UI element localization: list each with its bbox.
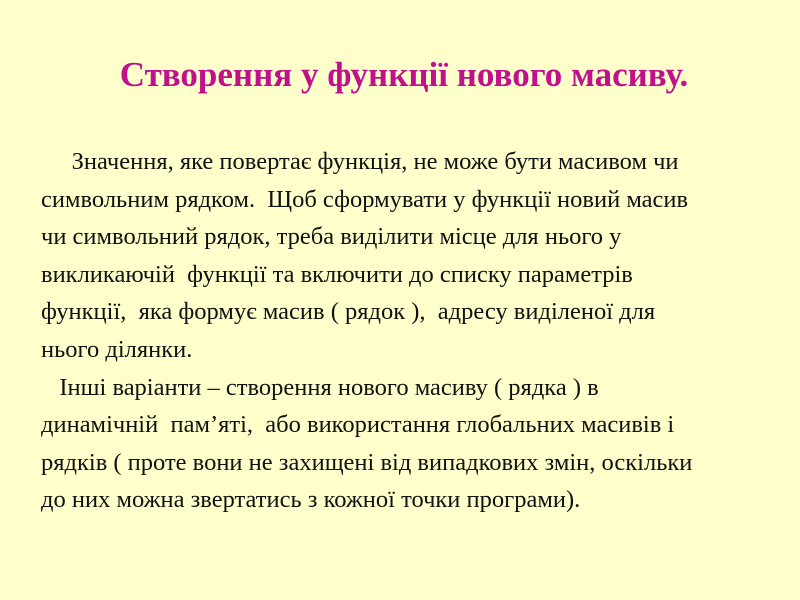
text-line: нього ділянки. bbox=[41, 335, 193, 363]
text-line: до них можна звертатись з кожної точки програми). bbox=[41, 486, 581, 514]
slide-body bbox=[41, 143, 800, 519]
text-line: Значення, яке повертає функція, не може бути масивом чи bbox=[41, 148, 679, 175]
text-line: чи символьний рядок, треба виділити місце для нього у bbox=[41, 223, 622, 251]
text-line: функції, яка формує масив ( рядок ), адресу виділеної для bbox=[41, 298, 656, 326]
slide-title: Створення у функції нового масиву. bbox=[119, 55, 689, 94]
text-line: динамічній пам’яті, або використання глобальних масивів і bbox=[41, 411, 675, 439]
text-line: символьним рядком. Щоб сформувати у функції новий масив bbox=[41, 185, 689, 213]
paragraph-2 bbox=[41, 369, 800, 519]
text-line: викликаючій функції та включити до списку параметрів bbox=[41, 260, 633, 288]
paragraph-1 bbox=[41, 143, 800, 369]
text-line: Інші варіанти – створення нового масиву ( рядка ) в bbox=[41, 373, 599, 401]
text-line: рядків ( проте вони не захищені від випадкових змін, оскільки bbox=[41, 448, 693, 476]
